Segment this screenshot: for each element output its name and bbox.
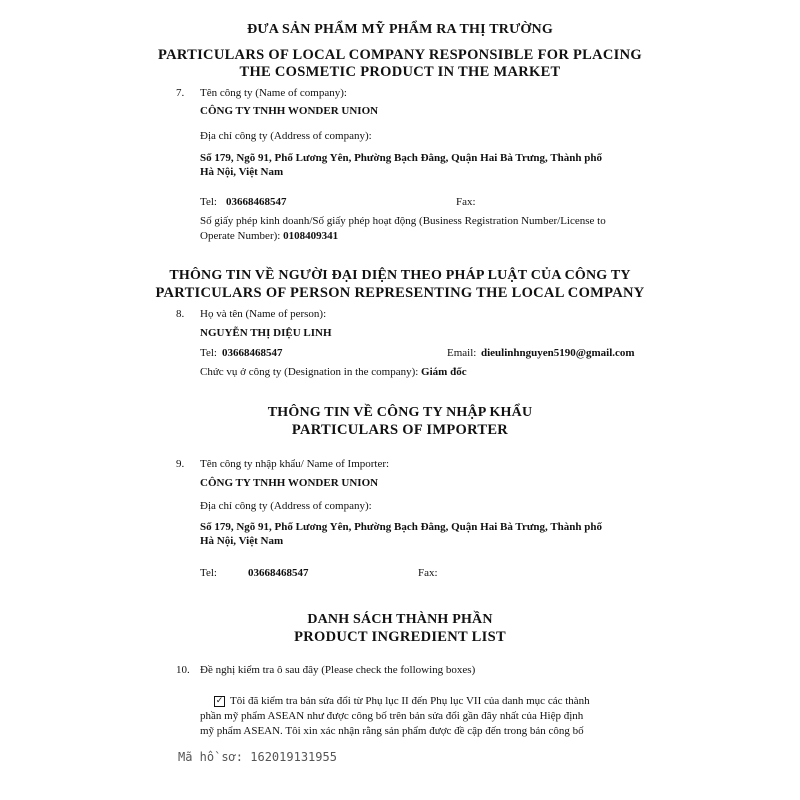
importer-address-line1: Số 179, Ngõ 91, Phố Lương Yên, Phường Bạch Đằng, Quận Hai Bà Trưng, Thành phố (200, 521, 603, 533)
item-number-9: 9. (176, 458, 185, 470)
importer-address-label: Địa chỉ công ty (Address of company): (200, 500, 372, 512)
person-email-label: Email: (447, 347, 477, 359)
local-company-heading-en-line2: THE COSMETIC PRODUCT IN THE MARKET (239, 64, 561, 80)
person-tel-label: Tel: (200, 347, 217, 359)
representative-heading-en: PARTICULARS OF PERSON REPRESENTING THE LOCAL COMPANY (155, 285, 645, 301)
importer-address-line2: Hà Nội, Việt Nam (200, 535, 284, 547)
company-name-value: CÔNG TY TNHH WONDER UNION (200, 105, 379, 117)
importer-tel-label: Tel: (200, 567, 217, 579)
importer-name-value: CÔNG TY TNHH WONDER UNION (200, 477, 379, 489)
person-tel-value: 03668468547 (222, 347, 283, 359)
local-company-heading-en-line1: PARTICULARS OF LOCAL COMPANY RESPONSIBLE FOR PLACING (158, 47, 642, 63)
importer-fax-label: Fax: (418, 567, 438, 579)
company-fax-label: Fax: (456, 196, 476, 208)
declaration-line2: phần mỹ phẩm ASEAN như được công bố trên bản sửa đổi gần đây nhất của Hiệp định (200, 710, 584, 722)
item-number-10: 10. (176, 664, 190, 676)
license-number-value: 0108409341 (283, 230, 339, 242)
importer-name-label: Tên công ty nhập khẩu/ Name of Importer: (200, 458, 390, 470)
check-instruction: Đề nghị kiểm tra ô sau đây (Please check the following boxes) (200, 664, 476, 676)
designation-label: Chức vụ ở công ty (Designation in the company): (200, 366, 419, 378)
importer-heading-en: PARTICULARS OF IMPORTER (291, 422, 509, 438)
item-number-7: 7. (176, 87, 185, 99)
declaration-line1 (214, 695, 590, 707)
importer-heading-vn: THÔNG TIN VỀ CÔNG TY NHẬP KHẨU (267, 405, 533, 420)
license-label-line2 (200, 230, 338, 242)
license-label-line2-text: Operate Number): (200, 230, 281, 242)
item-number-8: 8. (176, 308, 185, 320)
designation-value: Giám đốc (421, 366, 467, 378)
license-label-line1: Số giấy phép kinh doanh/Số giấy phép hoạt động (Business Registration Number/License to (200, 215, 606, 227)
designation-line (200, 366, 467, 378)
declaration-line1-text: Tôi đã kiểm tra bản sửa đổi từ Phụ lục II đến Phụ lục VII của danh mục các thành (230, 695, 590, 707)
company-address-line1: Số 179, Ngõ 91, Phố Lương Yên, Phường Bạch Đằng, Quận Hai Bà Trưng, Thành phố (200, 152, 603, 164)
ingredients-heading-en: PRODUCT INGREDIENT LIST (294, 629, 506, 645)
company-name-label: Tên công ty (Name of company): (200, 87, 347, 99)
representative-heading-vn: THÔNG TIN VỀ NGƯỜI ĐẠI DIỆN THEO PHÁP LUẬT CỦA CÔNG TY (169, 268, 631, 283)
person-name-label: Họ và tên (Name of person): (200, 308, 327, 320)
company-address-line2: Hà Nội, Việt Nam (200, 166, 284, 178)
company-tel-value: 03668468547 (226, 196, 287, 208)
company-tel-label: Tel: (200, 196, 217, 208)
dossier-code: Mã hồ sơ: 162019131955 (178, 750, 337, 764)
company-address-label: Địa chỉ công ty (Address of company): (200, 130, 372, 142)
person-email-value: dieulinhnguyen5190@gmail.com (481, 347, 635, 359)
declaration-checkbox[interactable]: ✓ (215, 695, 224, 706)
declaration-line3: mỹ phẩm ASEAN. Tôi xin xác nhận rằng sản phẩm được đề cập đến trong bản công bố (200, 725, 584, 737)
importer-tel-value: 03668468547 (248, 567, 309, 579)
person-name-value: NGUYỄN THỊ DIỆU LINH (200, 327, 332, 339)
ingredients-heading-vn: DANH SÁCH THÀNH PHẦN (307, 612, 493, 627)
local-company-heading-vn: ĐƯA SẢN PHẨM MỸ PHẨM RA THỊ TRƯỜNG (247, 22, 553, 37)
